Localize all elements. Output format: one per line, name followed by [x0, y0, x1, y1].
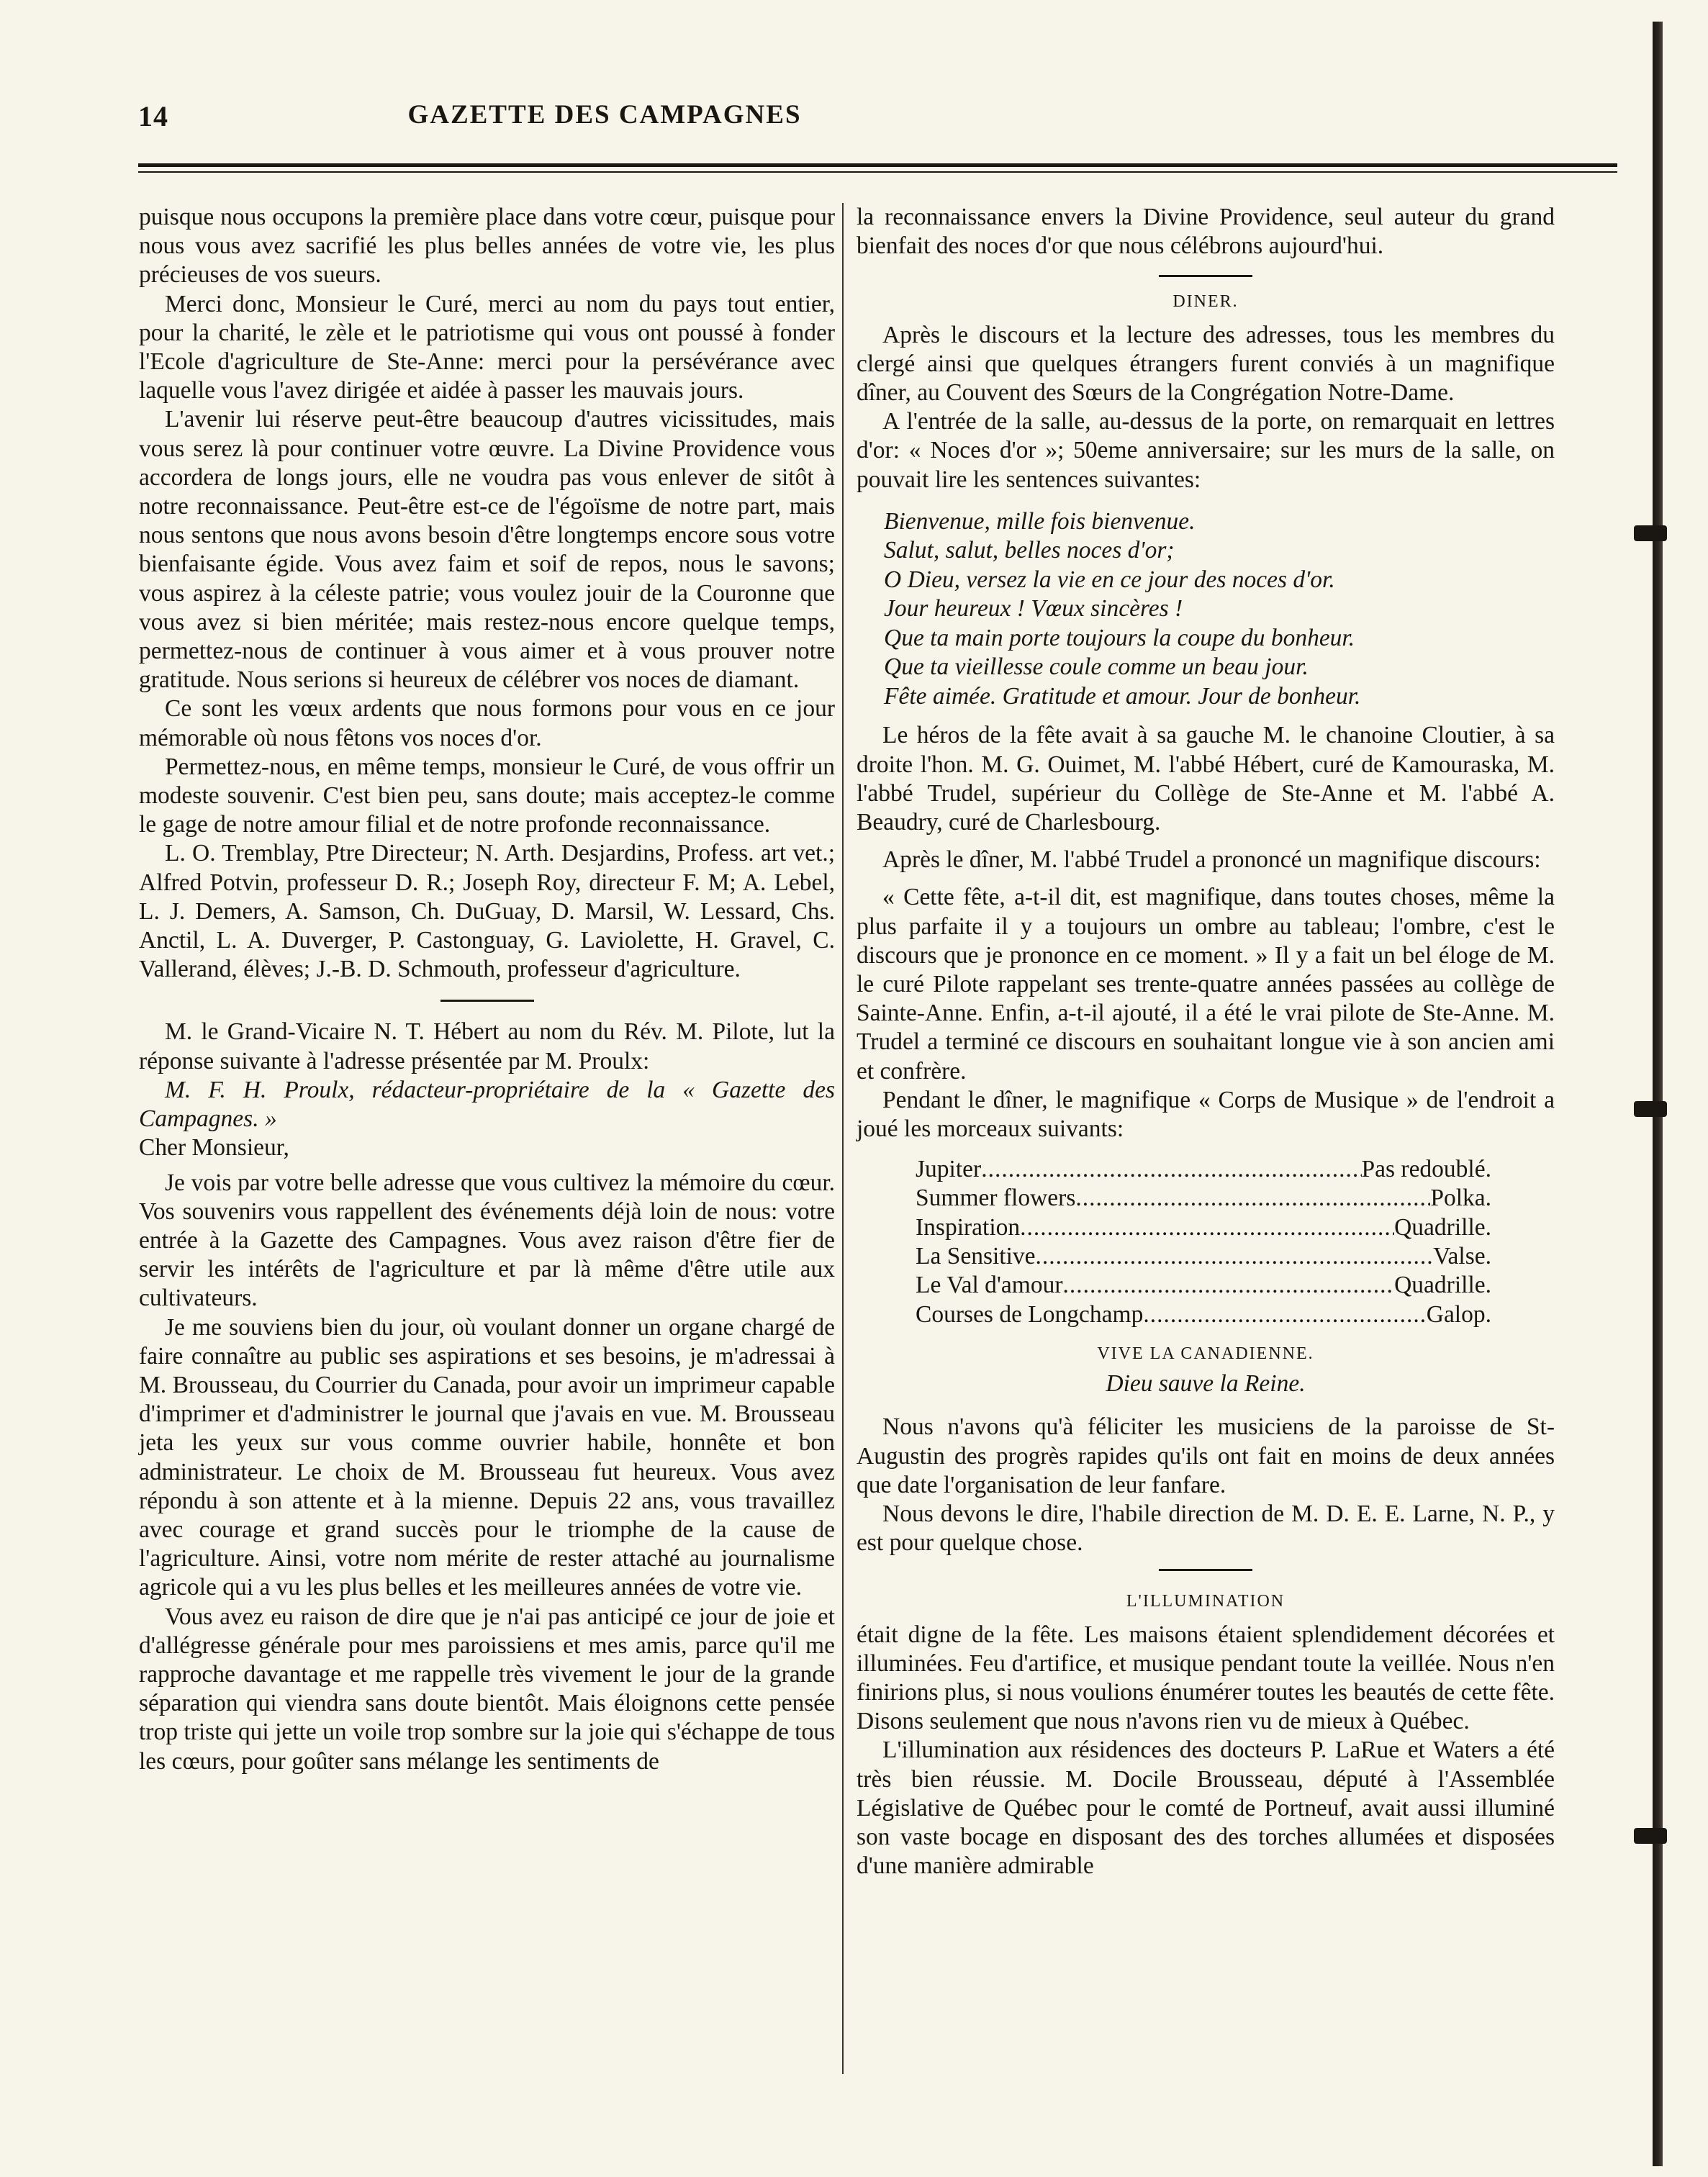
verse-line: Bienvenue, mille fois bienvenue.	[884, 507, 1196, 535]
program-row	[916, 1155, 1491, 1184]
anthem-subheading: Dieu sauve la Reine.	[1106, 1370, 1306, 1398]
anthem-heading: VIVE LA CANADIENNE.	[1097, 1344, 1314, 1363]
paragraph: Je vois par votre belle adresse que vous cultivez la mémoire du cœur. Vos souvenirs vous rappellent des événements déjà loin de nous: votre entrée à la Gazette des Campagnes. Vous avez raison d'être fier de servir les intérêts de l'agriculture et par là même d'être utile aux cultivateurs.	[139, 1169, 835, 1312]
paragraph: « Cette fête, a-t-il dit, est magnifique, dans toutes choses, même la plus parfaite il y a toujours un ombre au tableau; l'ombre, c'est le discours que je prononce en ce moment. » Il y a fait un bel éloge de M. le curé Pilote rappelant ses trente-quatre années passées au collège de Sainte-Anne. Enfin, a-t-il ajouté, il a été le vrai pilote de Ste-Anne. M. Trudel a terminé ce discours en souhaitant longue vie à son ancien ami et confrère.	[857, 884, 1555, 1085]
paragraph: la reconnaissance envers la Divine Providence, seul auteur du grand bienfait des noces d'or que nous célébrons aujourd'hui.	[857, 204, 1555, 260]
section-heading-diner: DINER.	[1172, 292, 1239, 312]
paragraph: L'avenir lui réserve peut-être beaucoup d'autres vicissitudes, mais vous serez là pour continuer votre œuvre. La Divine Providence vous accordera de longs jours, elle ne voudra pas vous enlever de sitôt à notre reconnaissance. Peut-être est-ce de l'égoïsme de notre part, mais nous sentons que nous avons besoin d'être longtemps encore sous votre bienfaisante égide. Vous avez faim et soif de repos, nous le savons; vous aspirez à la céleste patrie; vous voulez jouir de la Couronne que vous avez si bien méritée; mais restez-nous encore quelque temps, permettez-nous de continuer à vous aimer et à vous prouver notre gratitude. Nous serions si heureux de célébrer vos noces de diamant.	[139, 406, 835, 694]
page-title: GAZETTE DES CAMPAGNES	[407, 100, 802, 130]
program-title: Summer flowers	[916, 1185, 1076, 1212]
program-kind: Polka.	[1430, 1185, 1491, 1212]
section-heading-illumination: L'ILLUMINATION	[1126, 1592, 1285, 1611]
section-rule	[1159, 275, 1252, 277]
section-rule	[1159, 1569, 1252, 1571]
binding-blot	[1634, 1828, 1667, 1844]
program-row	[916, 1184, 1491, 1213]
paragraph: Vous avez eu raison de dire que je n'ai pas anticipé ce jour de joie et d'allégresse générale pour mes paroissiens et mes amis, parce qu'il me rapproche davantage et me rappelle très vivement le jour de la grande séparation qui viendra sans doute bientôt. Mais éloignons cette pensée trop triste qui jette un voile trop sombre sur la joie qui s'échappe de tous les cœurs, pour goûter sans mélange les sentiments de	[139, 1603, 835, 1775]
paragraph: M. le Grand-Vicaire N. T. Hébert au nom du Rév. M. Pilote, lut la réponse suivante à l'adresse présentée par M. Proulx:	[139, 1018, 835, 1074]
program-title: Jupiter	[916, 1156, 982, 1183]
paragraph: Nous n'avons qu'à féliciter les musiciens de la paroisse de St-Augustin des progrès rapides qu'ils ont fait en moins de deux années que date l'organisation de leur fanfare.	[857, 1413, 1555, 1498]
paragraph: Merci donc, Monsieur le Curé, merci au nom du pays tout entier, pour la charité, le zèle et le patriotisme qui vous ont poussé à fonder l'Ecole d'agriculture de Ste-Anne: merci pour la persévérance avec laquelle vous l'avez dirigée et aidée à passer les mauvais jours.	[139, 290, 835, 404]
program-title: Inspiration	[916, 1213, 1021, 1241]
page-number: 14	[138, 100, 168, 132]
program-row	[916, 1242, 1491, 1271]
binding-blot	[1634, 1101, 1667, 1117]
verse-line: Fête aimée. Gratitude et amour. Jour de bonheur.	[884, 682, 1361, 710]
signatories: L. O. Tremblay, Ptre Directeur; N. Arth. Desjardins, Profess. art vet.; Alfred Potvin, professeur D. R.; Joseph Roy, directeur F. M; A. Lebel, L. J. Demers, A. Samson, Ch. DuGuay, D. Marsil, W. Lessard, Chs. Anctil, L. A. Duverger, P. Castonguay, G. Laviolette, H. Gravel, C. Vallerand, élèves; J.-B. D. Schmouth, professeur d'agriculture.	[139, 840, 835, 983]
verse-line: Jour heureux ! Vœux sincères !	[884, 595, 1183, 623]
verse-line: Salut, salut, belles noces d'or;	[884, 537, 1175, 564]
paragraph: Je me souviens bien du jour, où voulant donner un organe chargé de faire connaître au public ses aspirations et ses besoins, je m'adressai à M. Brousseau, du Courrier du Canada, pour avoir un imprimeur capable d'imprimer et d'administrer le journal que j'avais en vue. M. Brousseau jeta les yeux sur vous comme ouvrier habile, honnête et bon administrateur. Le choix de M. Brousseau fut heureux. Vous avez répondu à son attente et à la mienne. Depuis 22 ans, vous travaillez avec courage et grand succès pour le triomphe de la cause de l'agriculture. Ainsi, votre nom mérite de rester attaché au journalisme agricole qui a vu les plus belles et les meilleures années de votre vie.	[139, 1313, 835, 1601]
header-rule-thick	[138, 163, 1617, 167]
program-row	[916, 1271, 1491, 1300]
header-rule-thin	[138, 171, 1617, 173]
program-title: La Sensitive	[916, 1243, 1036, 1270]
paragraph: Pendant le dîner, le magnifique « Corps de Musique » de l'endroit a joué les morceaux suivants:	[857, 1086, 1555, 1142]
paragraph: puisque nous occupons la première place dans votre cœur, puisque pour nous vous avez sacrifié les plus belles années de votre vie, les plus précieuses de vos sueurs.	[139, 204, 835, 289]
paragraph: Après le dîner, M. l'abbé Trudel a prononcé un magnifique discours:	[882, 846, 1541, 874]
salutation: Cher Monsieur,	[139, 1134, 289, 1162]
binding-blot	[1634, 525, 1667, 541]
paragraph: Après le discours et la lecture des adresses, tous les membres du clergé ainsi que quelques étrangers furent conviés à un magnifique dîner, au Couvent des Sœurs de la Congrégation Notre-Dame.	[857, 321, 1555, 407]
paragraph: était digne de la fête. Les maisons étaient splendidement décorées et illuminées. Feu d'artifice, et musique pendant toute la veillée. Nous n'en finirions plus, si nous voulions énumérer toutes les beautés de cette fête. Disons seulement que nous n'avons rien vu de mieux à Québec.	[857, 1621, 1555, 1735]
paragraph: Le héros de la fête avait à sa gauche M. le chanoine Cloutier, à sa droite l'hon. M. G. Ouimet, M. l'abbé Hébert, curé de Kamouraska, M. l'abbé Trudel, supérieur du Collège de Ste-Anne et M. l'abbé A. Beaudry, curé de Charlesbourg.	[857, 722, 1555, 836]
music-program	[916, 1155, 1491, 1329]
paragraph: A l'entrée de la salle, au-dessus de la porte, on remarquait en lettres d'or: « Noces d'or »; 50eme anniversaire; sur les murs de la salle, on pouvait lire les sentences suivantes:	[857, 408, 1555, 493]
program-kind: Pas redoublé.	[1361, 1156, 1491, 1183]
paragraph: L'illumination aux résidences des docteurs P. LaRue et Waters a été très bien réussie. M. Docile Brousseau, député à l'Assemblée Législative de Québec pour le comté de Portneuf, avait aussi illuminé son vaste bocage en disposant des des torches allumées et disposées d'une manière admirable	[857, 1737, 1555, 1880]
program-title: Le Val d'amour	[916, 1272, 1063, 1299]
paragraph: Permettez-nous, en même temps, monsieur le Curé, de vous offrir un modeste souvenir. C'est bien peu, sans doute; mais acceptez-le comme le gage de notre amour filial et de notre profonde reconnaissance.	[139, 753, 835, 838]
program-row	[916, 1213, 1491, 1242]
right-column	[857, 203, 1555, 1880]
column-divider	[842, 203, 844, 2074]
verse-line: O Dieu, versez la vie en ce jour des noces d'or.	[884, 566, 1335, 593]
addressee: M. F. H. Proulx, rédacteur-propriétaire de la « Gazette des Campagnes. »	[139, 1076, 835, 1133]
paragraph: Ce sont les vœux ardents que nous formons pour vous en ce jour mémorable où nous fêtons vos noces d'or.	[139, 695, 835, 751]
program-kind: Quadrille.	[1394, 1213, 1491, 1241]
program-row	[916, 1300, 1491, 1329]
verse-line: Que ta main porte toujours la coupe du bonheur.	[884, 624, 1355, 651]
verse-list	[884, 507, 1555, 712]
left-column	[139, 203, 835, 1776]
binding-edge	[1653, 22, 1663, 2166]
program-kind: Galop.	[1426, 1300, 1491, 1328]
program-kind: Quadrille.	[1394, 1272, 1491, 1299]
section-rule	[440, 1000, 534, 1002]
paragraph: Nous devons le dire, l'habile direction de M. D. E. E. Larne, N. P., y est pour quelque chose.	[857, 1500, 1555, 1557]
program-title: Courses de Longchamp	[916, 1300, 1144, 1328]
verse-line: Que ta vieillesse coule comme un beau jour.	[884, 653, 1309, 681]
program-kind: Valse.	[1433, 1243, 1491, 1270]
